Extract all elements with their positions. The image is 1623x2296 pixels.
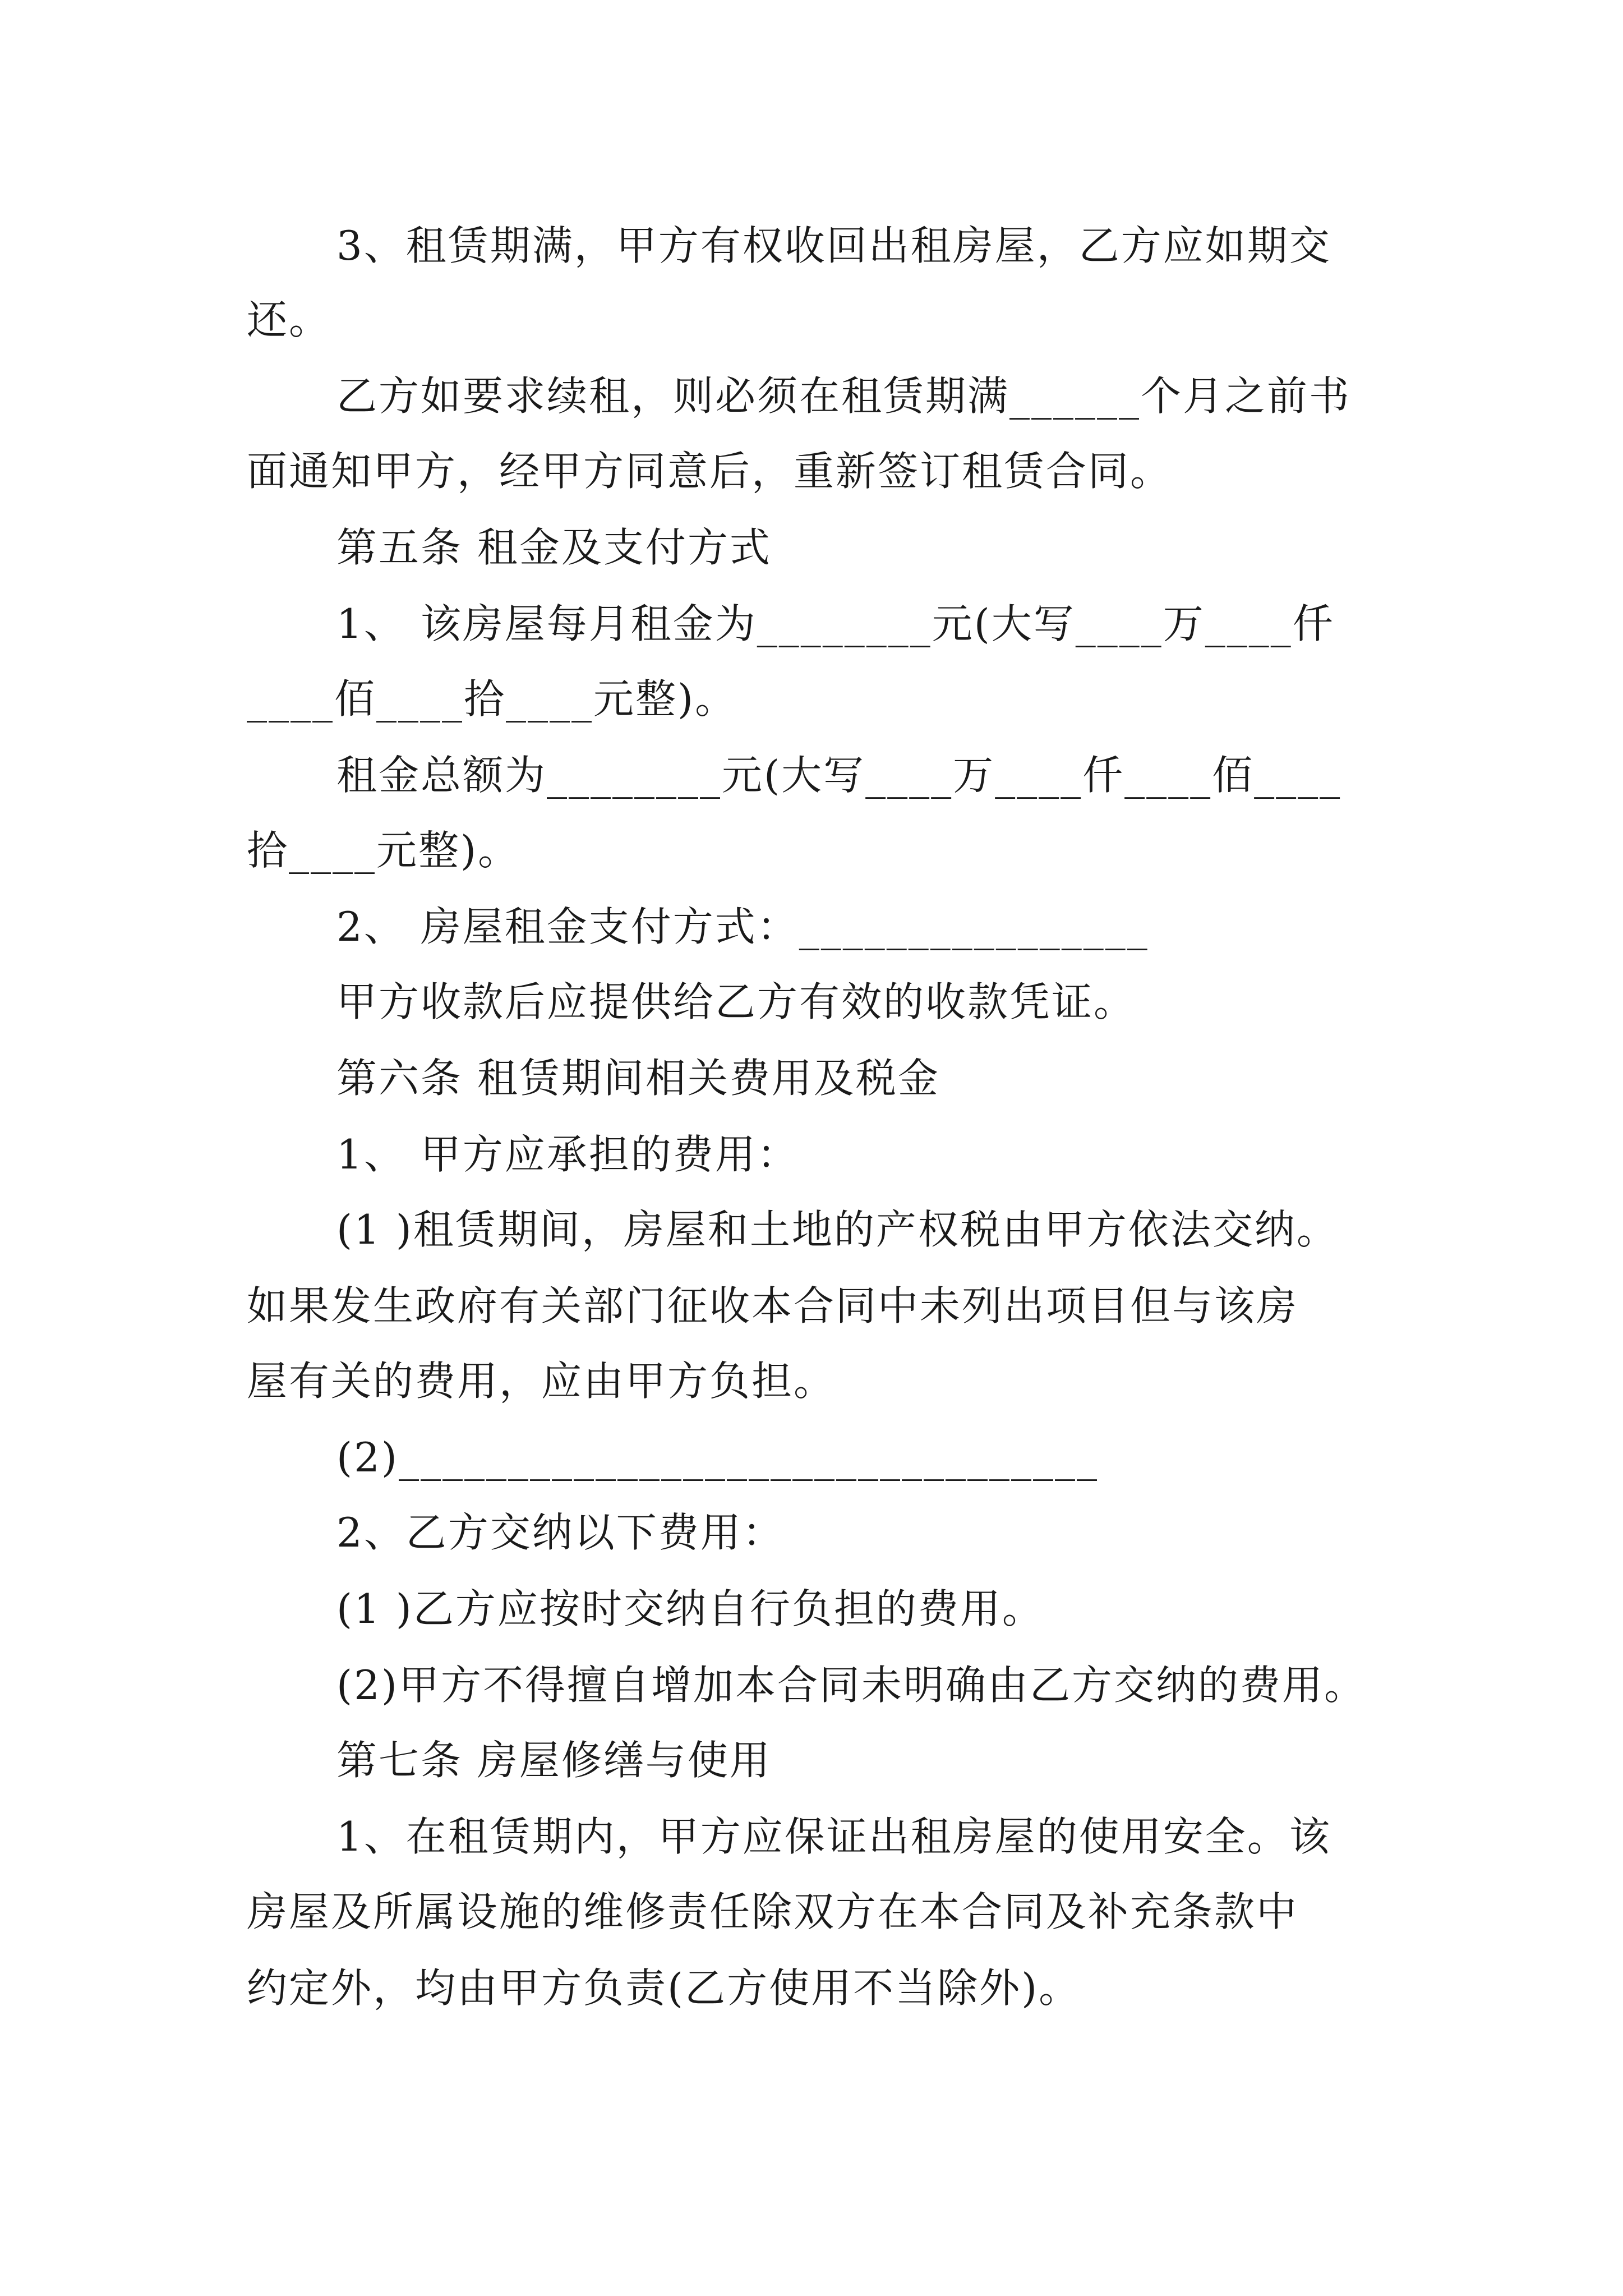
section-heading: 第七条 房屋修缮与使用 [336, 1737, 772, 1784]
contract-line: 甲方收款后应提供给乙方有效的收款凭证。 [336, 978, 1136, 1025]
contract-line: 3、租赁期满，甲方有权收回出租房屋，乙方应如期交 [336, 222, 1331, 269]
section-heading: 第六条 租赁期间相关费用及税金 [336, 1055, 940, 1102]
contract-line: 屋有关的费用，应由甲方负担。 [247, 1358, 836, 1405]
contract-line: (2)________________________________ [336, 1434, 1099, 1481]
contract-line: 乙方如要求续租，则必须在租赁期满______个月之前书 [336, 372, 1352, 420]
contract-line: 面通知甲方，经甲方同意后，重新签订租赁合同。 [247, 448, 1173, 495]
contract-line: 1、在租赁期内，甲方应保证出租房屋的使用安全。该 [336, 1813, 1331, 1860]
contract-line: (1 )租赁期间，房屋和土地的产权税由甲方依法交纳。 [336, 1206, 1339, 1253]
contract-line: (2)甲方不得擅自增加本合同未明确由乙方交纳的费用。 [336, 1662, 1366, 1709]
contract-line: 房屋及所属设施的维修责任除双方在本合同及补充条款中 [247, 1888, 1299, 1935]
contract-line: 如果发生政府有关部门征收本合同中未列出项目但与该房 [247, 1282, 1299, 1329]
contract-line: 2、 房屋租金支付方式：________________ [336, 903, 1149, 950]
contract-line: ____佰____拾____元整)。 [247, 675, 737, 723]
contract-line: (1 )乙方应按时交纳自行负担的费用。 [336, 1585, 1044, 1632]
section-heading: 第五条 租金及支付方式 [336, 524, 772, 571]
contract-line: 2、乙方交纳以下费用： [336, 1509, 785, 1556]
contract-line: 1、 该房屋每月租金为________元(大写____万____仟 [336, 600, 1335, 647]
contract-line: 1、 甲方应承担的费用： [336, 1131, 799, 1178]
contract-line: 租金总额为________元(大写____万____仟____佰____ [336, 752, 1342, 799]
contract-line: 拾____元整)。 [247, 827, 520, 874]
contract-line: 还。 [247, 296, 331, 343]
contract-line: 约定外，均由甲方负责(乙方使用不当除外)。 [247, 1964, 1081, 2012]
